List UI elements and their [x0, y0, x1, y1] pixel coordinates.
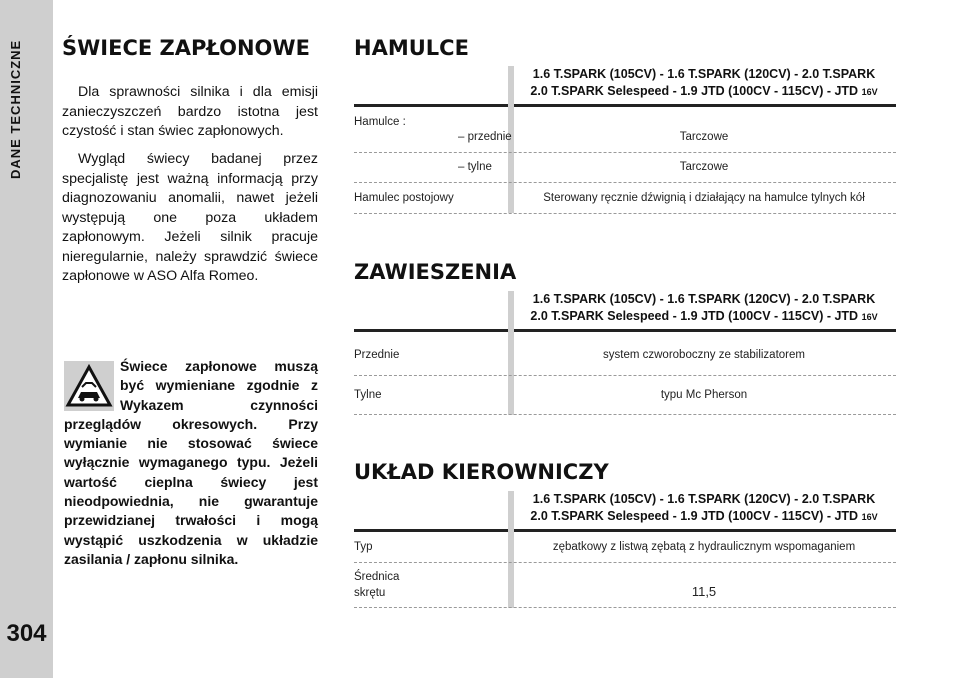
suspension-header-rule	[354, 329, 896, 332]
row-divider	[354, 414, 896, 415]
brakes-header-suffix: 16V	[861, 87, 878, 97]
brakes-row-label: Hamulce :	[354, 116, 406, 128]
steering-type-value: zębatkowy z listwą zębatą z hydraulicznym wspomaganiem	[552, 541, 856, 553]
parking-brake-label: Hamulec postojowy	[354, 192, 454, 204]
brakes-header-line-1: 1.6 T.SPARK (105CV) - 1.6 T.SPARK (120CV) - 2.0 T.SPARK	[532, 67, 876, 81]
suspension-header-line-2: 2.0 T.SPARK Selespeed - 1.9 JTD (100CV - 115CV) - JTD	[530, 309, 859, 323]
turning-diameter-value: 11,5	[691, 584, 717, 599]
brakes-column-header	[512, 66, 896, 101]
warning-text: Świece zapłonowe muszą być wymieniane zgodnie z Wykazem czynności przeglądów okresowych. Przy wymianie nie stosować świece wyłącznie wymaganego typu. Jeżeli wartość cieplna świecy jest nieodpowiednia, nie gwarantuje przewidzianej trwałości i mogą wystąpić uszkodzenia w układzie zasilania / zapłonu silnika.	[64, 358, 318, 567]
steering-header-suffix: 16V	[861, 512, 878, 522]
steering-column-header	[512, 491, 896, 526]
suspension-column-header	[512, 291, 896, 326]
brakes-header-rule	[354, 104, 896, 107]
suspension-header-line-1: 1.6 T.SPARK (105CV) - 1.6 T.SPARK (120CV) - 2.0 T.SPARK	[532, 292, 876, 306]
brakes-header-line-2: 2.0 T.SPARK Selespeed - 1.9 JTD (100CV - 115CV) - JTD	[530, 84, 859, 98]
spark-plugs-paragraph-2: Wygląd świecy badanej przez specjalistę jest ważną informacją przy diagnozowaniu anomalii, nawet jeżeli występują one poza układem zapłonowym. Jeżeli silnik pracuje nieregularnie, należy sprawdzić świece zapłonowe w ASO Alfa Romeo.	[62, 151, 318, 284]
steering-header-line-1: 1.6 T.SPARK (105CV) - 1.6 T.SPARK (120CV) - 2.0 T.SPARK	[532, 492, 876, 506]
row-divider	[354, 562, 896, 563]
brakes-row-sub-front: – przednie	[458, 131, 512, 143]
turning-diameter-label-2: skrętu	[354, 587, 386, 599]
row-divider	[354, 152, 896, 153]
turning-diameter-label: Średnica	[354, 571, 400, 583]
parking-brake-value: Sterowany ręcznie dźwignią i działający na hamulce tylnych kół	[543, 192, 865, 204]
steering-header-rule	[354, 529, 896, 532]
steering-title: UKŁAD KIEROWNICZY	[354, 460, 609, 484]
brakes-title: HAMULCE	[354, 36, 469, 60]
row-divider	[354, 213, 896, 214]
brakes-row-sub-rear: – tylne	[458, 161, 492, 173]
sidebar	[0, 0, 53, 678]
row-divider	[354, 375, 896, 376]
suspension-header-suffix: 16V	[861, 312, 878, 322]
page-number: 304	[6, 620, 47, 647]
suspension-rear-label: Tylne	[354, 389, 382, 401]
spark-plugs-title: ŚWIECE ZAPŁONOWE	[62, 36, 310, 60]
row-divider	[354, 182, 896, 183]
suspension-front-label: Przednie	[354, 349, 400, 361]
warning-box	[64, 357, 318, 569]
suspension-title: ZAWIESZENIA	[354, 260, 517, 284]
suspension-rear-value: typu Mc Pherson	[660, 389, 748, 401]
section-title-vertical: DANE TECHNICZNE	[8, 40, 23, 180]
suspension-front-value: system czworoboczny ze stabilizatorem	[603, 349, 805, 361]
brakes-row-value-rear: Tarczowe	[679, 161, 729, 173]
steering-type-label: Typ	[354, 541, 373, 553]
row-divider	[354, 607, 896, 608]
spark-plugs-paragraph-1: Dla sprawności silnika i dla emisji zanieczyszczeń bardzo istotna jest czystość i stan świec zapłonowych.	[62, 84, 318, 139]
steering-header-line-2: 2.0 T.SPARK Selespeed - 1.9 JTD (100CV - 115CV) - JTD	[530, 509, 859, 523]
brakes-row-value-front: Tarczowe	[679, 131, 729, 143]
